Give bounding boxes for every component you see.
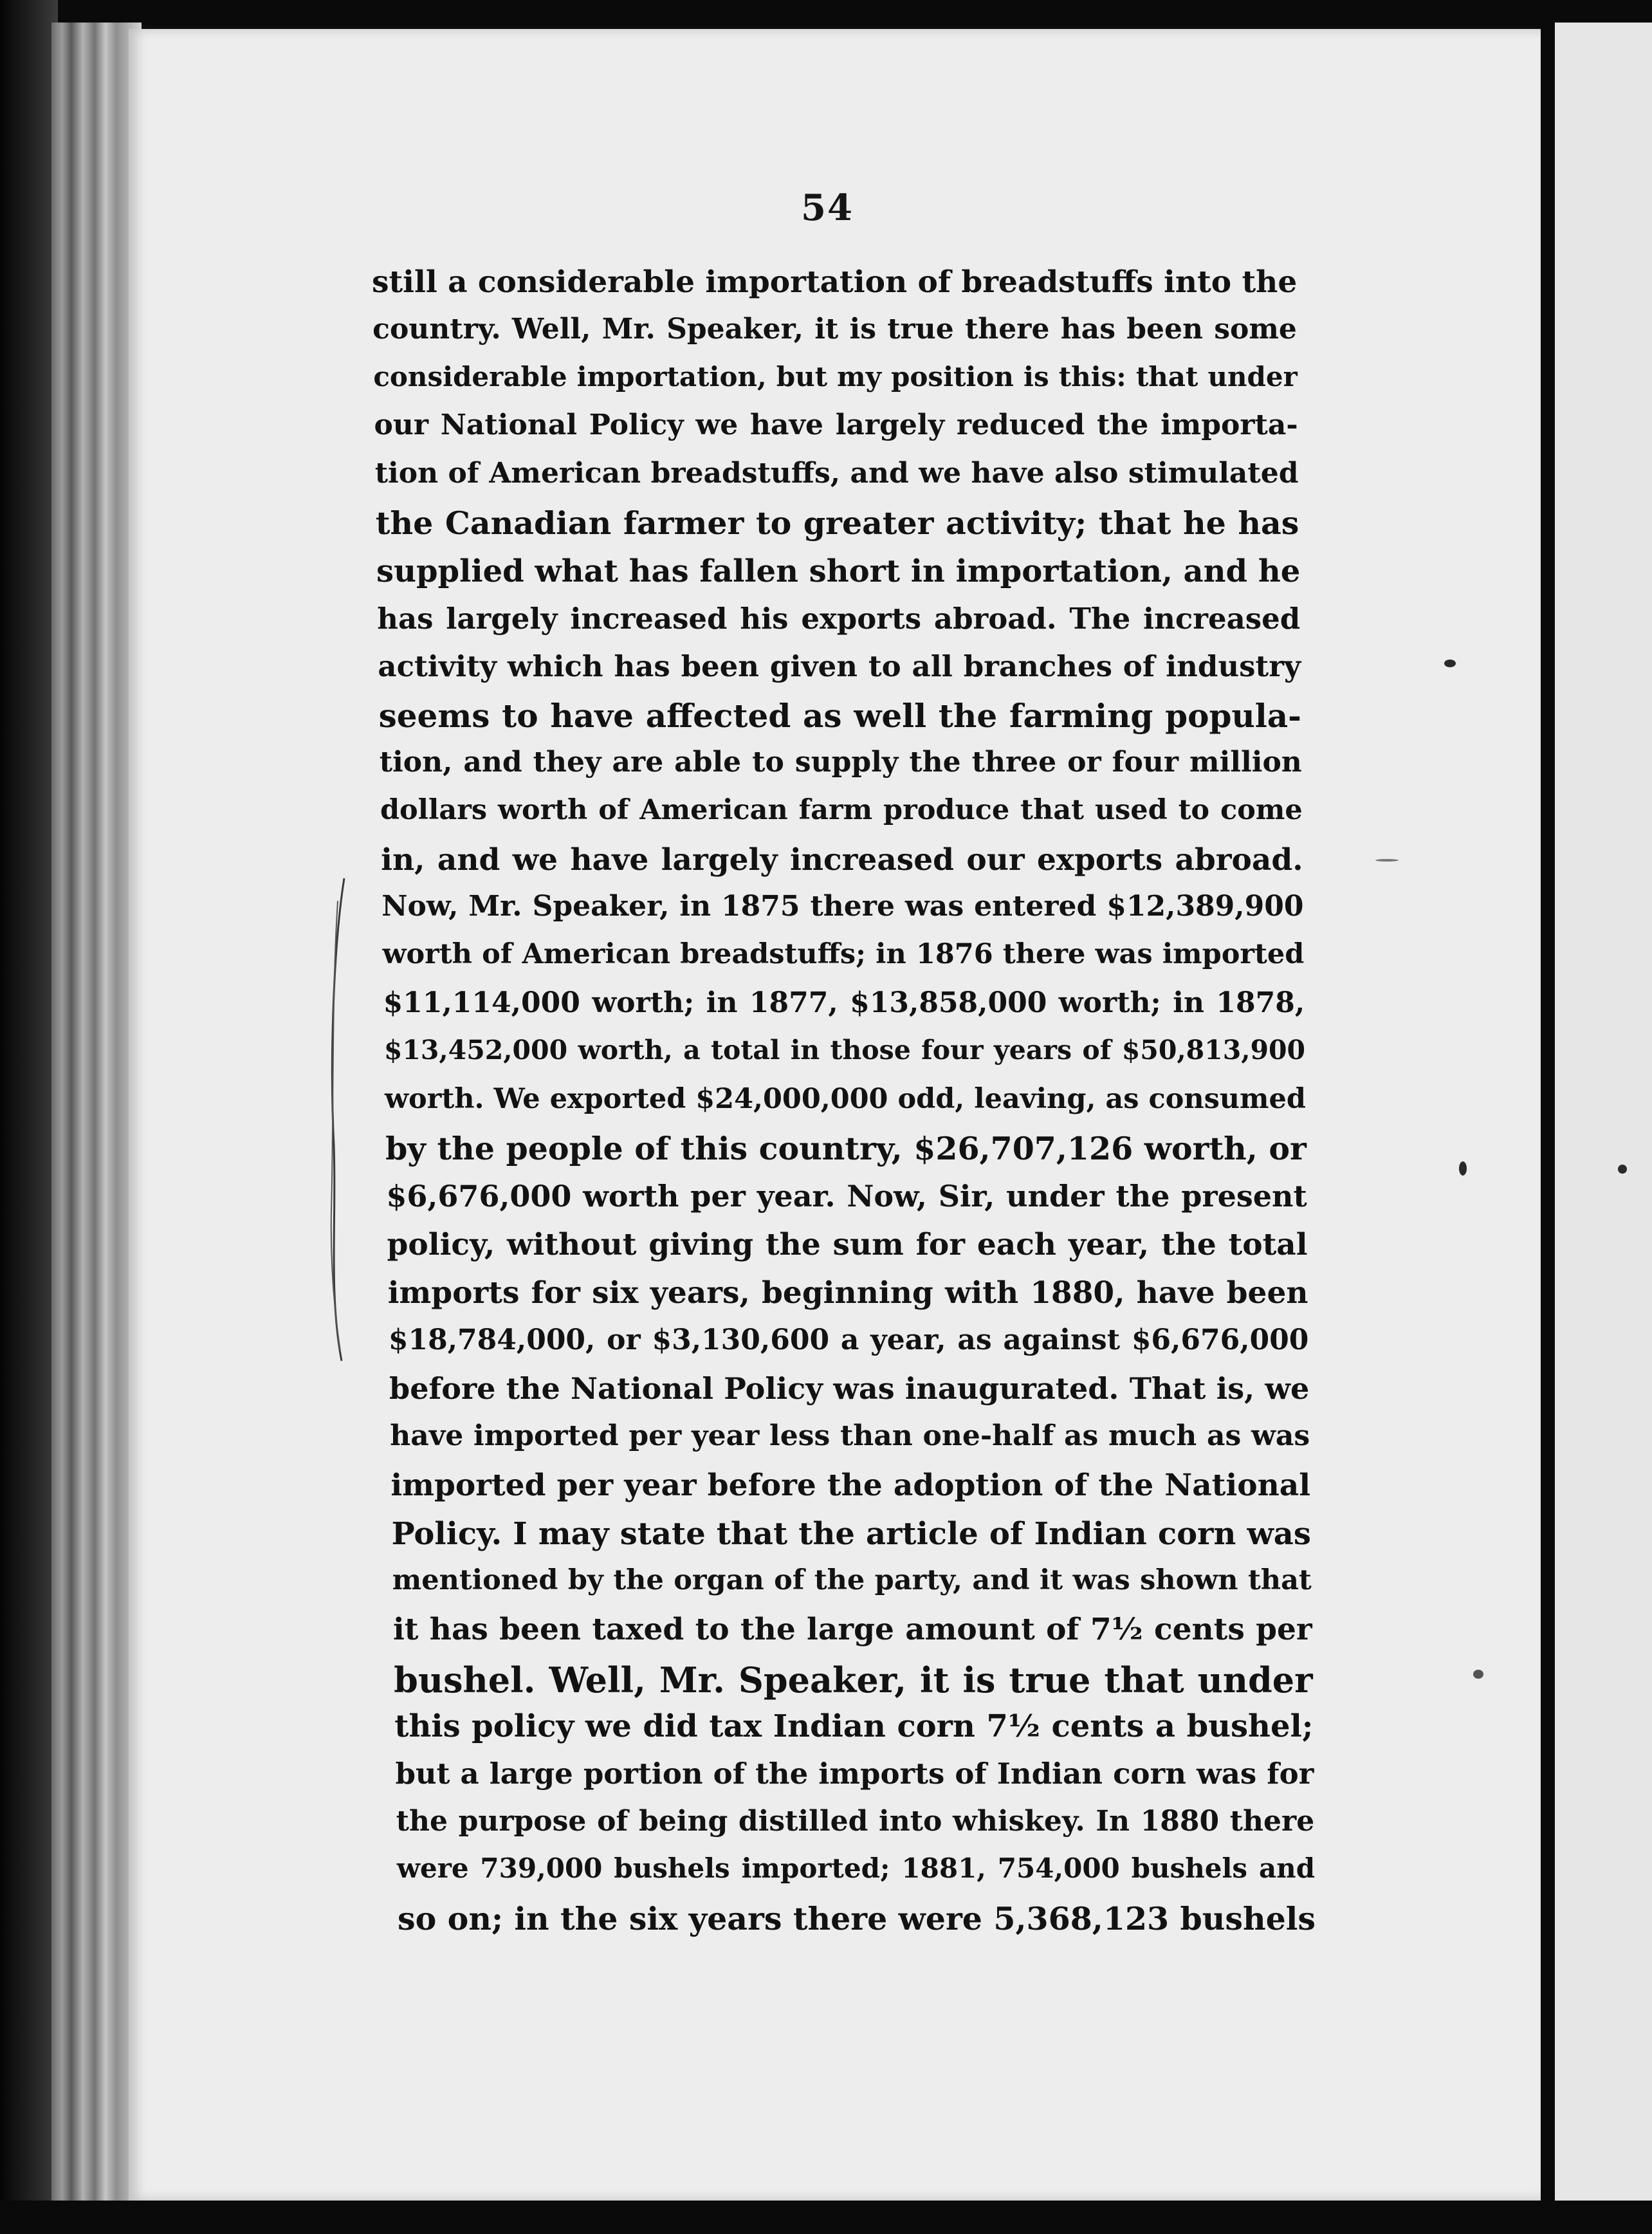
- text-line: worth of American breadstuffs; in 1876 there was imported: [382, 938, 1305, 971]
- scan-speck: [1459, 1161, 1467, 1176]
- text-line: imported per year before the adoption of the National: [390, 1468, 1311, 1503]
- text-line: policy, without giving the sum for each year, the total: [387, 1227, 1308, 1262]
- text-line: still a considerable importation of breadstuffs into the: [372, 264, 1298, 300]
- facing-page-edge: [1555, 23, 1652, 2207]
- text-line: our National Policy we have largely reduced the importa-: [374, 409, 1298, 442]
- text-line: it has been taxed to the large amount of 7½ cents per: [392, 1612, 1312, 1648]
- text-line: supplied what has fallen short in importation, and he: [376, 553, 1301, 589]
- text-line: bushel. Well, Mr. Speaker, it is true that under: [394, 1659, 1313, 1701]
- text-line: dollars worth of American farm produce that used to come: [380, 793, 1303, 826]
- text-line: the purpose of being distilled into whiskey. In 1880 there: [396, 1804, 1315, 1838]
- book-gutter: [1541, 0, 1555, 2234]
- text-line: were 739,000 bushels imported; 1881, 754,000 bushels and: [396, 1852, 1316, 1885]
- text-line: in, and we have largely increased our exports abroad.: [381, 842, 1303, 878]
- text-line: so on; in the six years there were 5,368,123 bushels: [398, 1900, 1316, 1938]
- text-line: seems to have affected as well the farming popula-: [378, 697, 1301, 735]
- text-line: have imported per year less than one-half as much as was: [390, 1419, 1310, 1453]
- scan-speck: [1444, 660, 1456, 667]
- scan-bottom-border: [0, 2201, 1652, 2234]
- margin-pencil-mark: [325, 875, 351, 1364]
- text-line: $11,114,000 worth; in 1877, $13,858,000 worth; in 1878,: [383, 986, 1305, 1019]
- text-line: $13,452,000 worth, a total in those four years of $50,813,900: [383, 1034, 1306, 1066]
- text-line: Now, Mr. Speaker, in 1875 there was entered $12,389,900: [381, 890, 1304, 923]
- text-line: tion, and they are able to supply the three or four million: [379, 746, 1302, 779]
- text-line: but a large portion of the imports of Indian corn was for: [395, 1756, 1314, 1791]
- text-line: worth. We exported $24,000,000 odd, leaving, as consumed: [385, 1082, 1306, 1115]
- text-line: has largely increased his exports abroad. The increased: [377, 601, 1301, 636]
- text-line: by the people of this country, $26,707,126 worth, or: [385, 1130, 1307, 1168]
- scan-left-border: [0, 0, 58, 2234]
- text-line: the Canadian farmer to greater activity; that he has: [375, 504, 1299, 542]
- text-line: before the National Policy was inaugurated. That is, we: [389, 1371, 1310, 1407]
- page-stack-edges: [51, 23, 142, 2207]
- text-line: activity which has been given to all branches of industry: [378, 649, 1301, 684]
- text-line: mentioned by the organ of the party, and it was shown that: [392, 1564, 1312, 1596]
- scan-top-border: [0, 0, 1652, 26]
- text-line: imports for six years, beginning with 1880, have been: [387, 1275, 1308, 1311]
- text-line: $6,676,000 worth per year. Now, Sir, under the present: [386, 1179, 1307, 1214]
- text-line: $18,784,000, or $3,130,600 a year, as against $6,676,000: [388, 1323, 1309, 1356]
- text-line: Policy. I may state that the article of Indian corn was: [391, 1515, 1311, 1552]
- scan-speck: [1375, 859, 1399, 862]
- text-line: considerable importation, but my position is this: that under: [373, 360, 1298, 392]
- text-line: tion of American breadstuffs, and we have also stimulated: [374, 457, 1299, 490]
- page-number: 54: [801, 187, 854, 229]
- scan-speck: [1473, 1670, 1483, 1679]
- text-line: country. Well, Mr. Speaker, it is true there has been some: [372, 312, 1297, 346]
- scan-speck: [1618, 1165, 1627, 1174]
- text-line: this policy we did tax Indian corn 7½ cents a bushel;: [394, 1708, 1314, 1744]
